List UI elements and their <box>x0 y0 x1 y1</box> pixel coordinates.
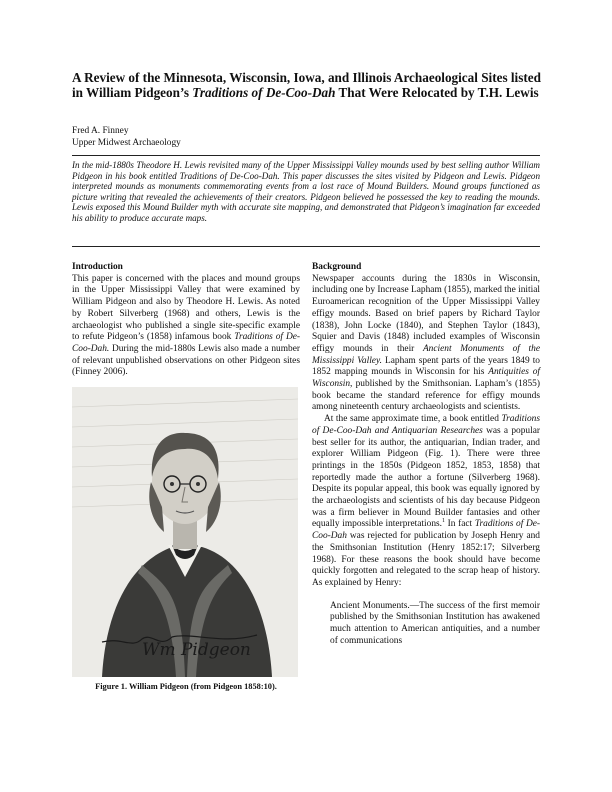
background-paragraph-1 <box>312 274 540 414</box>
bg1-text-c: published by the Smithsonian. Lapham’s (1855) book became the standard reference for effigy mounds among nineteenth century archaeologists and scientists. <box>312 379 540 413</box>
author-block <box>72 126 181 149</box>
figure-caption: Figure 1. William Pidgeon (from Pidgeon 1858:10). <box>95 682 277 691</box>
bg2-text-c: In fact <box>445 519 475 530</box>
bg2-text-d: was rejected for publication by Joseph Henry and the Smithsonian Institution (Henry 1852:17; Silverberg 1968). For these reasons the book should have become quickly forgotten and relegated to the scrap heap of history. As explained by Henry: <box>312 531 540 588</box>
bg2-text-a: At the same approximate time, a book entitled <box>324 414 502 425</box>
bg1-book-ancient-monuments: Ancient Monuments of the Mississippi Valley. <box>312 343 540 366</box>
abstract: In the mid-1880s Theodore H. Lewis revisited many of the Upper Mississippi Valley mounds used by best selling author William Pidgeon in his book entitled Traditions of De-Coo-Dah. This paper discusses the sites visited by Pidgeon and Lewis. Pidgeon interpreted mounds as monuments commemorating events from a lost race of Mound Builders. Mound groups functioned as picture writing that revealed the achievements of their creators. Pidgeon believed he possessed the key to reading the mounds. Lewis exposed this Mound Builder myth with accurate site mapping, and demonstrated that Pidgeon’s imagination far exceeded his ability to produce accurate maps. <box>72 160 540 223</box>
portrait-figure <box>72 387 298 677</box>
footnote-marker: 1 <box>442 518 446 525</box>
author-affiliation: Upper Midwest Archaeology <box>72 137 181 148</box>
portrait-signature: Wm Pidgeon <box>142 640 251 660</box>
abstract-top-rule <box>72 155 540 156</box>
abstract-bottom-rule <box>72 246 540 247</box>
title-book-name: Traditions of De-Coo-Dah <box>192 85 336 100</box>
background-paragraph-2 <box>312 414 540 590</box>
intro-text-b: During the mid-1880s Lewis also made a number of relevant unpublished observations on other Pidgeon sites (Finney 2006). <box>72 343 300 378</box>
paper-title <box>72 70 542 100</box>
bg1-book-antiquities: Antiquities of Wisconsin, <box>312 367 540 390</box>
background-heading: Background <box>312 262 362 272</box>
bg2-book-title-1: Traditions of De-Coo-Dah and Antiquarian Researches <box>312 414 540 436</box>
title-text-2: That Were Relocated by T.H. Lewis <box>335 85 539 100</box>
right-column <box>312 262 540 648</box>
intro-text-a: This paper is concerned with the places and mound groups in the Upper Mississippi Valley that were examined by William Pidgeon and also by Theodore H. Lewis. As noted by Robert Silverberg (1968) and others, Lewis is the archaeologist who published a single site-specific example to refute Pidgeon’s (1858) infamous book <box>72 273 300 343</box>
introduction-heading: Introduction <box>72 262 123 272</box>
portrait-engraving <box>72 387 298 677</box>
bg2-book-title-2: Traditions of De-Coo-Dah <box>312 519 541 542</box>
author-name: Fred A. Finney <box>72 126 129 136</box>
left-column <box>72 262 300 379</box>
title-text-1: A Review of the Minnesota, Wisconsin, Iowa, and Illinois Archaeological Sites listed in William Pidgeon’s <box>72 70 541 100</box>
bg2-text-b: was a popular best seller for its author, the antiquarian, Indian trader, and explorer William Pidgeon (Fig. 1). There were three printings in the 1850s (Pidgeon 1852, 1853, 1858) that reportedly made the author a fortune (Silverberg 1968). Despite its popular appeal, this book was equally ignored by the archaeologists and scientists of his day because Pidgeon was a firm believer in Mound Builder fantasies and other equally impossible interpretations. <box>312 425 540 530</box>
intro-book-name: Traditions of De-Coo-Dah. <box>72 332 300 354</box>
bg1-text-a: Newspaper accounts during the 1830s in Wisconsin, including one by Increase Lapham (1855), marked the initial Euroamerican recognition of the Upper Mississippi Valley effigy mounds. Based on brief papers by Richard Taylor (1838), John Locke (1840), and Stephen Taylor (1843), Squier and Davis (1848) included examples of Wisconsin effigy mounds in their <box>312 273 540 354</box>
bg1-text-b: Lapham spent parts of the years 1849 to 1852 mapping mounds in Wisconsin for his <box>312 355 540 378</box>
block-quote: Ancient Monuments.—The success of the first memoir published by the Smithsonian Institution has awakened much attention to American antiquities, and a number of communications <box>330 600 540 646</box>
introduction-paragraph <box>72 274 300 379</box>
